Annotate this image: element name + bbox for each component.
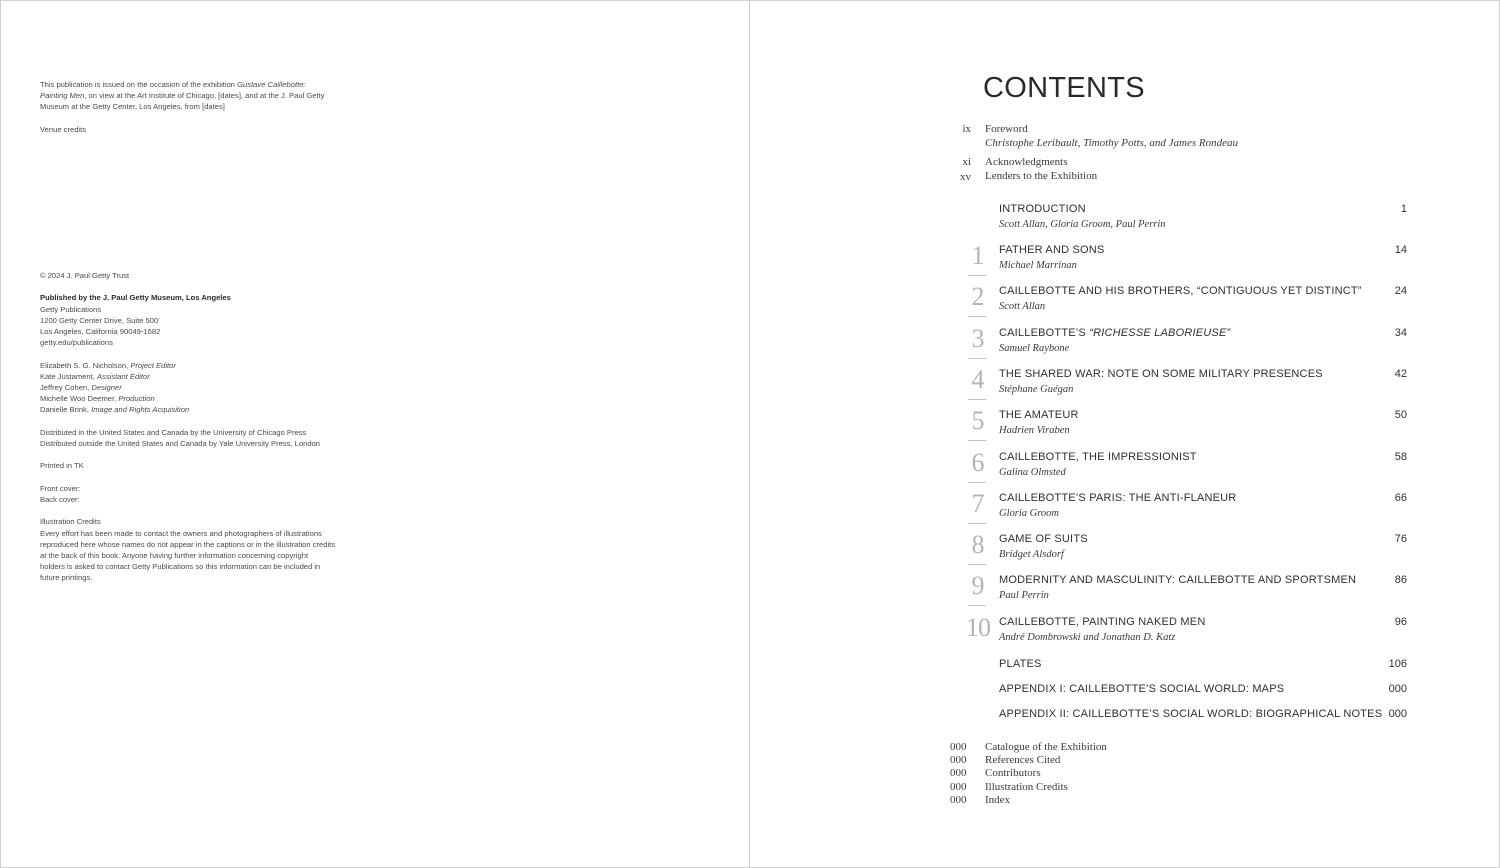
- toc-entry-chapter-5[interactable]: [999, 409, 1079, 421]
- toc-entry-chapter-1[interactable]: [999, 244, 1104, 256]
- chapter-title: CAILLEBOTTE, THE IMPRESSIONIST: [999, 451, 1197, 463]
- chapter-author: Stéphane Guégan: [999, 384, 1074, 395]
- occasion-line-2: [40, 90, 360, 101]
- illustration-credits-text: Every effort has been made to contact the owners and photographers of illustrations: [40, 528, 322, 538]
- staff-credit: [40, 393, 360, 404]
- chapter-divider: [968, 440, 986, 441]
- chapter-title-italic: “RICHESSE LABORIEUSE”: [1089, 327, 1231, 339]
- contents-heading: CONTENTS: [983, 72, 1145, 104]
- toc-entry-chapter-10[interactable]: [999, 616, 1205, 628]
- toc-entry-acknowledgments[interactable]: Acknowledgments: [985, 156, 1068, 168]
- toc-entry-plates[interactable]: PLATES: [999, 658, 1042, 670]
- chapter-number: 9: [971, 571, 985, 600]
- distribution-line: Distributed outside the United States and Canada by Yale University Press, London: [40, 439, 321, 448]
- staff-name: Elizabeth S. G. Nicholson,: [40, 360, 131, 370]
- front-matter-page-number: ix: [962, 123, 971, 135]
- copyright-line: © 2024 J. Paul Getty Trust: [40, 271, 130, 280]
- toc-entry-catalogue[interactable]: Catalogue of the Exhibition: [985, 741, 1107, 753]
- exhibition-title: Gustave Caillebotte:: [237, 80, 306, 89]
- illustration-credits-heading: Illustration Credits: [40, 517, 101, 527]
- toc-entry-chapter-6[interactable]: [999, 451, 1197, 463]
- back-matter-page-number: 000: [950, 741, 967, 753]
- introduction-authors: Scott Allan, Gloria Groom, Paul Perrin: [999, 219, 1166, 230]
- toc-entry-appendix-2[interactable]: APPENDIX II: CAILLEBOTTE’S SOCIAL WORLD: BIOGRAPHICAL NOTES: [999, 708, 1383, 720]
- address-line: Getty Publications: [40, 304, 102, 314]
- toc-entry-foreword[interactable]: Foreword: [985, 123, 1028, 135]
- foreword-authors: Christophe Leribault, Timothy Potts, and James Rondeau: [985, 137, 1238, 149]
- printed-line: Printed in TK: [40, 461, 84, 471]
- chapter-author: Samuel Raybone: [999, 343, 1070, 354]
- chapter-title: FATHER AND SONS: [999, 244, 1105, 256]
- chapter-title: GAME OF SUITS: [999, 533, 1088, 545]
- chapter-title: MODERNITY AND MASCULINITY: CAILLEBOTTE AND SPORTSMEN: [999, 574, 1357, 586]
- chapter-number: 3: [971, 324, 985, 353]
- toc-entry-index[interactable]: Index: [985, 794, 1011, 806]
- back-matter-page-number: 000: [950, 794, 967, 806]
- chapter-number: 7: [971, 489, 985, 518]
- occasion-line-3: Museum at the Getty Center, Los Angeles, from [dates]: [40, 102, 225, 112]
- publisher-line: Published by the J. Paul Getty Museum, Los Angeles: [40, 293, 231, 303]
- chapter-title: CAILLEBOTTE AND HIS BROTHERS, “CONTIGUOUS YET DISTINCT”: [999, 285, 1362, 297]
- chapter-page-number: 14: [1394, 244, 1407, 256]
- staff-role: Assistant Editor: [96, 371, 150, 381]
- front-matter-page-number: xv: [960, 171, 971, 183]
- address-line: 1200 Getty Center Drive, Suite 500: [40, 315, 159, 325]
- chapter-author: Paul Perrin: [999, 590, 1049, 601]
- toc-entry-chapter-7[interactable]: [999, 492, 1236, 504]
- staff-name: Michelle Woo Deemer,: [40, 394, 119, 404]
- toc-entry-chapter-3[interactable]: [999, 327, 1230, 339]
- chapter-divider: [968, 605, 986, 606]
- toc-entry-references[interactable]: References Cited: [985, 754, 1061, 766]
- back-matter-page-number: 000: [950, 767, 967, 779]
- chapter-divider: [968, 564, 986, 565]
- staff-name: Jeffrey Cohen,: [40, 383, 92, 392]
- chapter-page-number: 66: [1394, 492, 1407, 504]
- staff-role: Designer: [91, 383, 122, 392]
- chapter-title: THE AMATEUR: [999, 409, 1079, 421]
- toc-entry-introduction[interactable]: INTRODUCTION: [999, 203, 1086, 215]
- chapter-page-number: 76: [1394, 533, 1407, 545]
- chapter-number: 5: [971, 406, 985, 435]
- staff-credit: [40, 371, 360, 382]
- chapter-author: Hadrien Viraben: [999, 425, 1070, 436]
- chapter-page-number: 50: [1394, 409, 1407, 421]
- appendix-1-page-number: 000: [1388, 683, 1407, 695]
- back-matter-page-number: 000: [950, 754, 967, 766]
- illustration-credits-text: future printings.: [40, 573, 93, 583]
- distribution-line: Distributed in the United States and Canada by the University of Chicago Press: [40, 427, 307, 437]
- chapter-number: 2: [971, 282, 985, 311]
- appendix-2-page-number: 000: [1388, 708, 1407, 720]
- chapter-author: Gloria Groom: [999, 508, 1059, 519]
- toc-entry-appendix-1[interactable]: APPENDIX I: CAILLEBOTTE’S SOCIAL WORLD: MAPS: [999, 683, 1285, 695]
- chapter-divider: [968, 316, 986, 317]
- toc-entry-chapter-9[interactable]: [999, 574, 1356, 586]
- staff-role: Project Editor: [130, 360, 176, 370]
- chapter-number: 6: [971, 448, 985, 477]
- back-matter-page-number: 000: [950, 781, 967, 793]
- plates-page-number: 106: [1388, 658, 1407, 670]
- chapter-number: 4: [971, 365, 985, 394]
- chapter-author: Galina Olmsted: [999, 467, 1066, 478]
- chapter-page-number: 34: [1394, 327, 1407, 339]
- occasion-statement: [40, 79, 360, 113]
- chapter-author: Scott Allan: [999, 301, 1046, 312]
- chapter-title: THE SHARED WAR: NOTE ON SOME MILITARY PRESENCES: [999, 368, 1323, 380]
- staff-role: Image and Rights Acquisition: [91, 405, 190, 415]
- toc-entry-chapter-8[interactable]: [999, 533, 1088, 545]
- chapter-page-number: 42: [1394, 368, 1407, 380]
- staff-name: Danielle Brink,: [40, 405, 92, 415]
- chapter-author: Michael Marrinan: [999, 260, 1077, 271]
- illustration-credits-text: holders is asked to contact Getty Publications so this information can be included in: [40, 562, 321, 572]
- chapter-divider: [968, 399, 986, 400]
- chapter-number: 1: [971, 241, 985, 270]
- toc-entry-contributors[interactable]: Contributors: [985, 767, 1041, 779]
- chapter-number: 8: [971, 530, 985, 559]
- toc-entry-illustration-credits[interactable]: Illustration Credits: [985, 781, 1068, 793]
- occasion-text: This publication is issued on the occasion of the exhibition: [40, 80, 238, 89]
- occasion-text: , on view at the Art Institute of Chicago, [dates], and at the J. Paul Getty: [84, 91, 325, 101]
- chapter-title: CAILLEBOTTE’S PARIS: THE ANTI-FLANEUR: [999, 492, 1237, 504]
- staff-role: Production: [118, 394, 155, 404]
- exhibition-subtitle: Painting Men: [40, 91, 85, 101]
- introduction-page-number: 1: [1400, 203, 1407, 215]
- chapter-divider: [968, 358, 986, 359]
- address-line: Los Angeles, California 90049-1682: [40, 327, 161, 336]
- illustration-credits-text: reproduced here whose names do not appear in the captions or in the illustration credits: [40, 539, 336, 549]
- front-matter-page-number: xi: [962, 156, 971, 168]
- staff-credit: [40, 404, 360, 415]
- chapter-divider: [968, 275, 986, 276]
- chapter-page-number: 86: [1394, 574, 1407, 586]
- chapter-number: 10: [966, 613, 990, 642]
- chapter-author: André Dombrowski and Jonathan D. Katz: [999, 632, 1176, 643]
- chapter-divider: [968, 523, 986, 524]
- back-cover-line: Back cover:: [40, 494, 80, 504]
- chapter-title: CAILLEBOTTE’S: [999, 327, 1090, 339]
- chapter-title: CAILLEBOTTE, PAINTING NAKED MEN: [999, 616, 1206, 628]
- occasion-line-1: [40, 79, 360, 90]
- chapter-author: Bridget Alsdorf: [999, 549, 1064, 560]
- chapter-page-number: 96: [1394, 616, 1407, 628]
- chapter-divider: [968, 482, 986, 483]
- chapter-page-number: 58: [1394, 451, 1407, 463]
- staff-credit: [40, 360, 360, 371]
- toc-entry-lenders[interactable]: Lenders to the Exhibition: [985, 170, 1098, 182]
- toc-entry-chapter-2[interactable]: [999, 285, 1362, 297]
- copyright-block: [40, 270, 360, 584]
- staff-credit: [40, 382, 360, 393]
- toc-entry-chapter-4[interactable]: [999, 368, 1323, 380]
- page-gutter: [749, 0, 750, 868]
- publisher-website: getty.edu/publications: [40, 338, 113, 348]
- staff-name: Kate Justament,: [40, 371, 97, 381]
- front-cover-line: Front cover:: [40, 483, 81, 493]
- illustration-credits-text: at the back of this book. Anyone having further information concerning copyright: [40, 550, 309, 560]
- chapter-page-number: 24: [1394, 285, 1407, 297]
- venue-credits: Venue credits: [40, 125, 87, 134]
